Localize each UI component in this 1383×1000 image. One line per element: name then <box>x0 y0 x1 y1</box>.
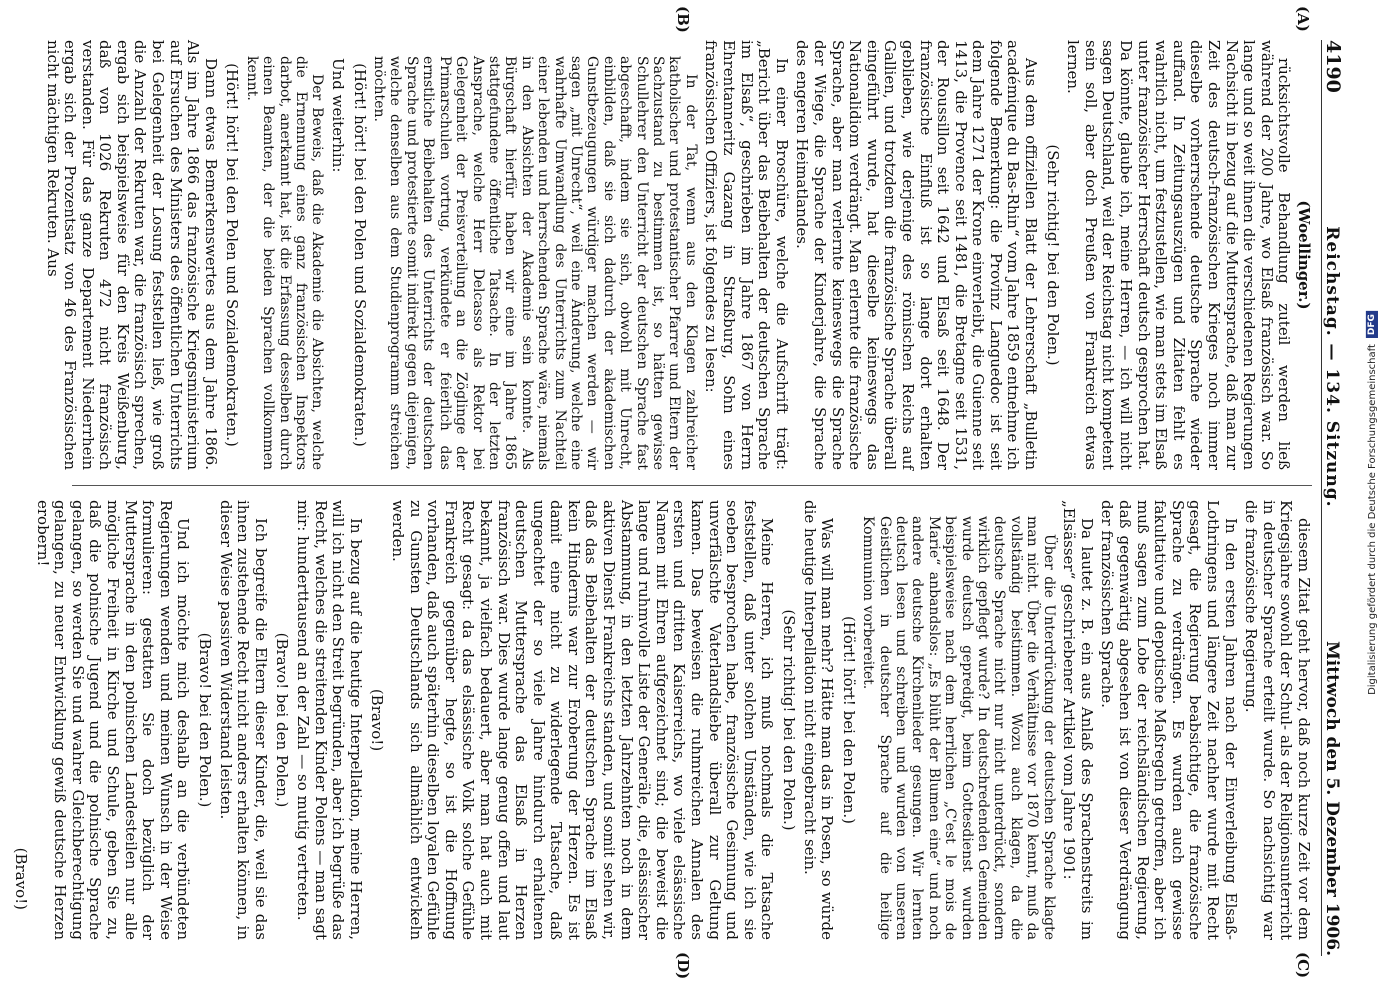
section-marker-d: (D) <box>674 952 692 980</box>
page-number: 4190 <box>1322 40 1344 93</box>
interjection: (Bravo!) <box>368 688 387 752</box>
digitization-note <box>1365 10 1379 995</box>
digitization-credit: Digitalisierung gefördert durch die Deutsche Forschungsgemeinschaft <box>1366 343 1378 695</box>
session-title: Reichstag. — 134. Sitzung. <box>1322 226 1342 508</box>
document-page <box>12 0 1360 980</box>
session-date: Mittwoch den 5. Dezember 1906. <box>1322 640 1342 956</box>
section-marker-b: (B) <box>674 6 692 33</box>
interjection: (Hört! hört! bei den Polen und Sozialdemokraten.) <box>350 63 369 447</box>
quoted-passage: Der Beweis, daß die Akademie die Absichten, welche die Ernennung eines ganz französischen Inspektors darbot, anerkannt hat, ist die Erfassung desselben durch einen Beamten, der die beiden Sprachen vollkommen kennt. <box>243 56 326 470</box>
interjection: (Bravo! bei den Polen.) <box>196 632 215 808</box>
paragraph: Und weiterhin: <box>329 58 348 173</box>
dfg-logo: DFG <box>1366 311 1378 338</box>
interjection: (Hört! hört! bei den Polen.) <box>839 615 858 825</box>
interjection: (Hört! hört! bei den Polen und Sozialdemokraten.) <box>223 63 242 447</box>
page-header <box>1321 40 1352 956</box>
column-divider <box>72 485 1312 486</box>
paragraph: Meine Herren, ich muß nochmals die Tatsache feststellen, daß unter solchen Umständen, wie ich sie soeben besprochen habe, französische Gesinnung und unverfälschte Vaterlandsliebe überall zur Geltung kamen. Das beweisen die ruhmreichen Annalen des ersten und dritten Kaiserreichs, wo viele elsässische Namen mit Ehren aufgezeichnet sind; die beweist die lange und ruhmvolle Liste der Generäle, die, elsässischer Abstammung, in den letzten Jahrzehnten noch in dem aktiven Dienst Frankreichs standen, und somit sehen wir, daß das Beibehalten der deutschen Sprache im Elsaß kein Hindernis war zur Eroberung der Herzen. Es ist damit eine nicht zu widerlegende Tatsache, daß ungeachtet der so viele Jahre hindurch erhaltenen deutschen Muttersprache das Elsaß in Herzen französisch war. Dies wurde lange genug offen und laut bekannt, ja vielfach bedauert, aber man hat auch mit Recht gesagt: da das elsässische Volk solche Gefühle Frankreich gegenüber hegte, so ist die Hoffnung vorhanden, daß auch späterhin dieselben loyalen Gefühle zu Gunsten Deutschlands sich allmählich entwickeln werden. <box>388 500 777 940</box>
paragraph: rücksichtsvolle Behandlung zuteil werden ließ während der 200 Jahre, wo Elsaß französisch war. So lange und so weit ihnen die verschiedenen Regierungen Nachsicht in bezug auf die Muttersprache, daß man zur Zeit des deutsch-französischen Krieges noch immer dieselbe vorherrschende deutsche Sprache wieder auffand. In Zeitungsauszügen und Zitaten fehlt es wahrlich nicht, um festzustellen, wie man stets im Elsaß unter französischer Herrschaft deutsch gesprochen hat. Da könnte, glaube ich, meine Herren, — ich will nicht sagen Deutschland, weil der Reichstag nicht kompetent sein soll, aber doch Preußen von Frankreich etwas lernen. <box>1064 40 1294 470</box>
section-marker-a: (A) <box>1294 6 1312 32</box>
paragraph: Dann etwas Bemerkenswertes aus dem Jahre 1866. Als im Jahre 1866 das französische Kriegsministerium auf Ersuchen des Ministers des öffentlichen Unterrichts bei Gelegenheit der Losung feststellen ließ, wie groß die Anzahl der Rekruten war, die französisch sprechen, ergab sich beispielsweise für den Kreis Weißenburg, daß von 1026 Rekruten 472 nicht französisch verstanden. Für das ganze Departement Niederrhein ergab sich der Prozentsatz von 46 des Französischen nicht mächtigen Rekruten. Aus <box>43 40 220 470</box>
interjection: (Sehr richtig! bei den Polen.) <box>780 609 799 831</box>
interjection: (Bravo!) <box>12 847 31 910</box>
paragraph: Da lautet z. B. ein aus Anlaß des Sprachenstreits im „Elsässer“ geschriebener Artikel vom Jahre 1901: <box>1060 500 1096 940</box>
quoted-passage: In der Tat, wenn aus den Klagen zahlreicher katholischer und protestantischer Pfarrer und Eltern der Sachzustand zu bestimmen ist, so hätten gewisse Schullehrer den Unterricht der deutschen Sprache fast abgeschafft, indem sie sich, obwohl mit Unrecht, einbilden, daß sie sich dadurch der akademischen Gunstbezeugungen würdiger machen werden — wir sagen „mit Unrecht“, weil eine Änderung, welche eine wahrhafte Umwandlung des Unterrichts zum Nachteil einer lebenden und herrschenden Sprache wäre, niemals in den Absichten der Akademie sein konnte. Als Bürgschaft hierfür haben wir eine im Jahre 1865 stattgefundene öffentliche Tatsache. In der letzten Ansprache, welche Herr Delcasso als Rektor bei Gelegenheit der Preisverteilung an die Zöglinge der Primarschulen vortrug, verkündete er feierlich das ernstliche Beibehalten des Unterrichts der deutschen Sprache und protestierte somit indirekt gegen diejenigen, welche denselben aus dem Studienprogramm streichen möchten. <box>371 56 699 470</box>
paragraph: In einer Broschüre, welche die Aufschrift trägt: „Bericht über das Beibehalten der deutschen Sprache im Elsaß“, geschrieben im Jahre 1867 von Herrn Ehrentanneritz Gazang in Straßburg, Sohn eines französischen Offiziers, ist folgendes zu lesen: <box>702 40 791 470</box>
paragraph: diesem Zitat geht hervor, daß noch kurze Zeit vor dem Kriegsjahre sowohl der Schul- als der Religionsunterricht in deutscher Sprache erteilt wurde. So nachsichtig war die französische Regierung. <box>1242 500 1313 940</box>
paragraph: Aus dem offiziellen Blatt der Lehrerschaft „Bulletin académique du Bas-Rhin“ vom Jahre 1859 entnehme ich folgende Bemerkung: die Provinz Languedoc ist seit dem Jahre 1271 der Krone einverleibt, die Guienne seit 1413, die Provence seit 1481, die Bretagne seit 1531, der Roussillon seit 1642 und Elsaß seit 1648. Der französische Einfluß ist so lange dort erhalten geblieben, wie derjenige des römischen Reichs auf Gallien, und trotzdem die französische Sprache überall eingeführt wurde, hat dieselbe keineswegs das Nationalidiom verdrängt. Man erlernte die französische Sprache, aber man verlernte keineswegs die Sprache der Wiege, die Sprache der Kinderjahre, die Sprache des engeren Heimatlandes. <box>793 40 1041 470</box>
speaker-name: (Woellinger.) <box>1295 200 1313 310</box>
paragraph: In bezug auf die heutige Interpellation, meine Herren, will ich nicht den Streit begründen, aber ich begrüße das Recht, welches die streitenden Kinder Polens — man sagt mir: hunderttausend an der Zahl — so mutig vertreten. <box>294 500 365 940</box>
paragraph: Was will man mehr? Hätte man das in Posen, so würde die heutige Interpellation nicht eingebracht sein. <box>800 500 837 940</box>
interjection: (Bravo! bei den Polen.) <box>273 632 292 808</box>
quoted-passage: Über die Unterdrückung der deutschen Sprache klagte man nicht. Über die Verhältnisse vor 1870 kennt, muß da vollständig beistimmen. Wozu auch klagen, da die deutsche Sprache nicht nur nicht unterdrückt, sondern wirklich gepflegt wurde? In deutschredenden Gemeinden wurde deutsch gepredigt, beim Gottesdienst wurden beispielsweise nach dem herrlichen „C'est le mois de Marie“ anbandslos: „Es blüht der Blumen eine“ und noch andere deutsche Kirchenlieder gesungen. Wir lernten deutsch lesen und schreiben und wurden von unseren Geistlichen in deutscher Sprache auf die heilige Kommunion vorbereitet. <box>860 516 1057 940</box>
paragraph: Ich begreife die Eltern dieser Kinder, die, weil sie das ihnen zustehende Recht nicht anders erhalten können, in dieser Weise passiven Widerstand leisten. <box>216 500 270 940</box>
right-column <box>12 500 1313 940</box>
section-marker-c: (C) <box>1294 952 1312 979</box>
left-column <box>43 40 1313 470</box>
interjection: (Sehr richtig! bei den Polen.) <box>1043 144 1062 366</box>
paragraph: Und ich möchte mich deshalb an die verbündeten Regierungen wenden und meinen Wunsch in der Weise formulieren: gestatten Sie doch bezüglich der Muttersprache in den polnischen Landesteilen nur alle mögliche Freiheit in Kirche und Schule, geben Sie zu, daß die polnische Jugend und die polnische Sprache gelangen, so werden Sie und wahrer Gleichberechtigung gelangen, zu neuer Entwicklung gewiß deutsche Herzen erobern! <box>33 500 193 940</box>
paragraph: In den ersten Jahren nach der Einverleibung Elsaß-Lothringens und längere Zeit nachher wurde mit Recht gesagt, die Regierung beabsichtige, die französische Sprache zu verdrängen. Es wurden auch gewisse fakultative und depotische Maßregeln getroffen, aber ich muß sagen zum Lobe der reichsländischen Regierung, daß gegenwärtig abgesehen ist von dieser Verdrängung der französischen Sprache. <box>1098 500 1240 940</box>
